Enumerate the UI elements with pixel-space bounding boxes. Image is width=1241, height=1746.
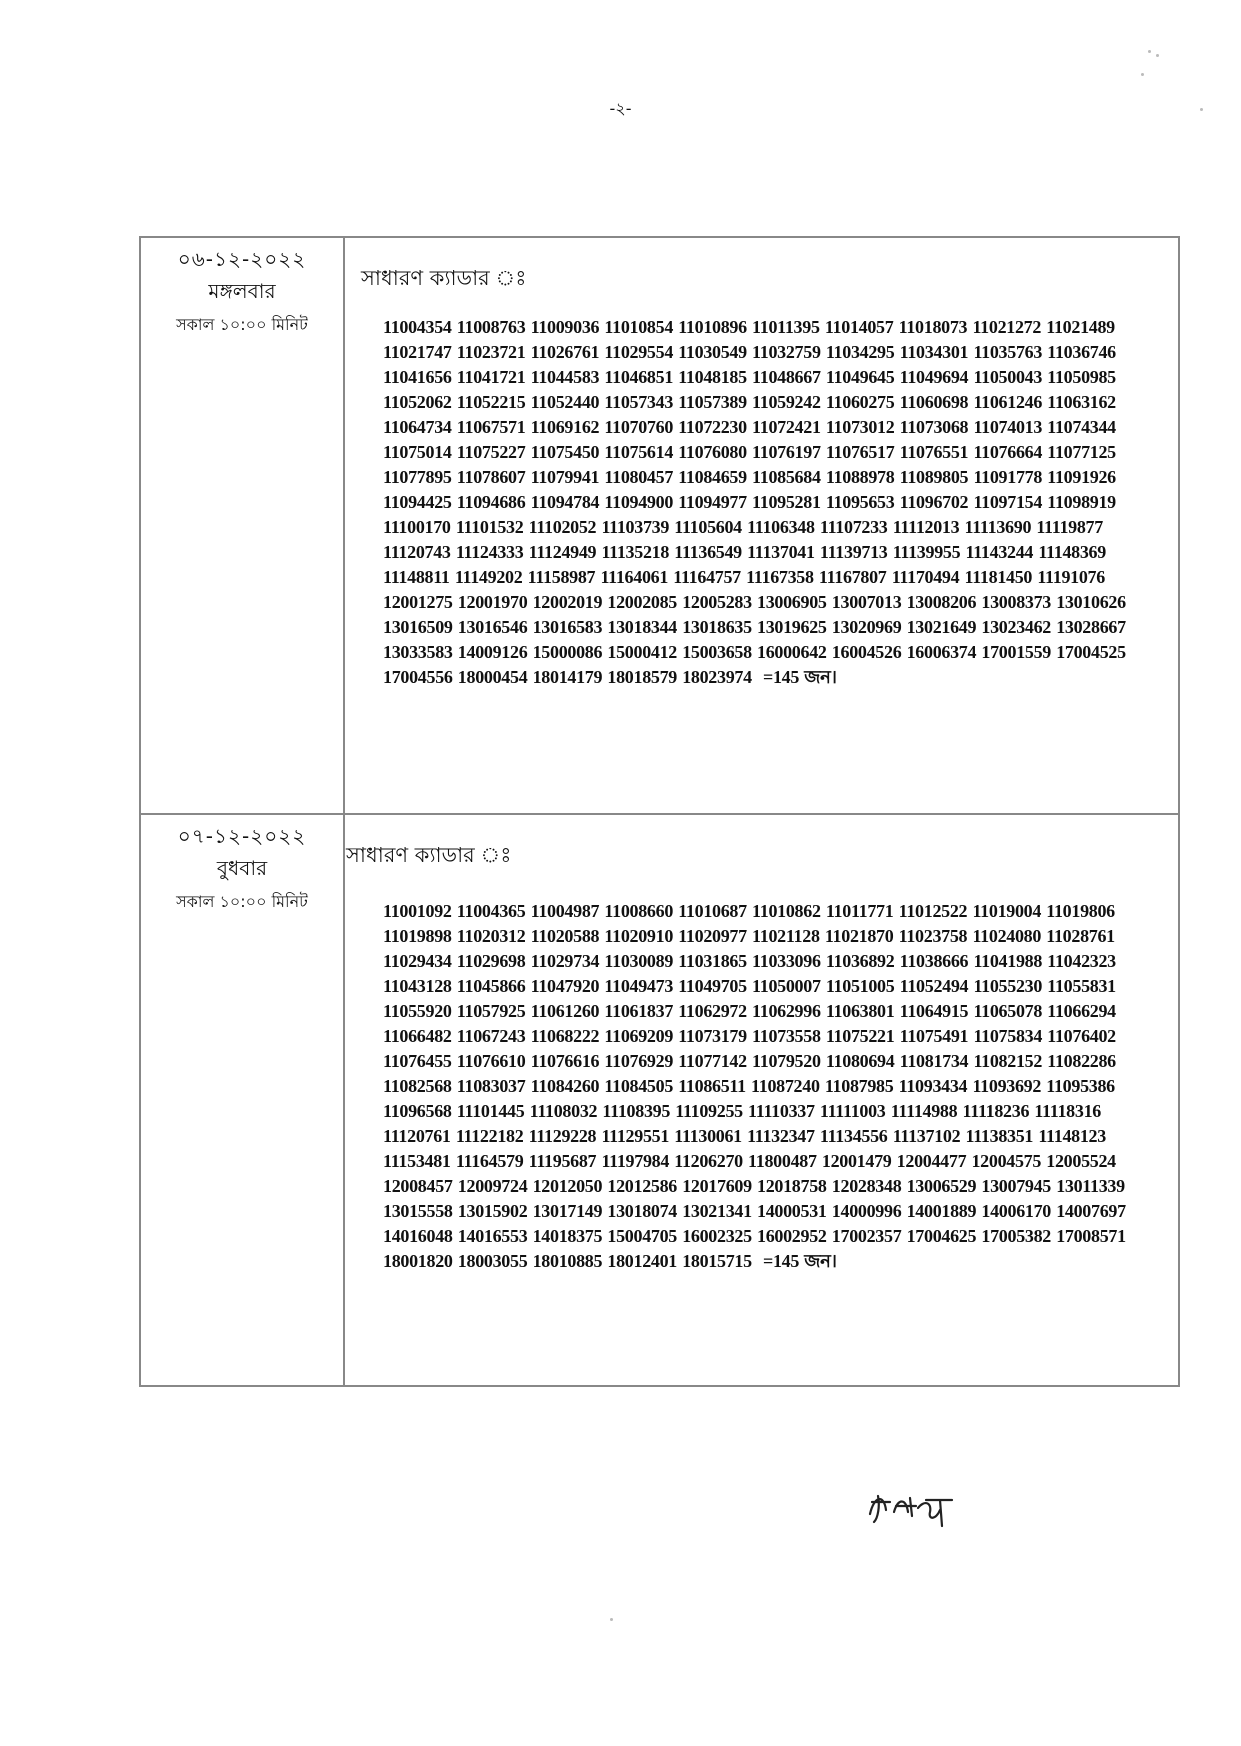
page-number: -২-: [609, 99, 632, 118]
schedule-roll-cell: [345, 238, 1178, 813]
cadre-heading: সাধারণ ক্যাডার ঃ: [361, 266, 527, 290]
handwritten-signature: [866, 1486, 958, 1528]
candidate-total: =145 জন।: [763, 667, 837, 687]
schedule-row-wednesday: [141, 813, 1178, 1385]
roll-numbers: 11004354 11008763 11009036 11010854 11010896 11011395 11014057 11018073 11021272 11021489 11021747 11023721 11026761 11029554 11030549 11032759 11034295 11034301 11035763 11036746 11041656 11041721 11044583 11046851 11048185 11048667 11049645 11049694 11050043 11050985 11052062 11052215 11052440 11057343 11057389 11059242 11060275 11060698 11061246 11063162 11064734 11067571 11069162 11070760 11072230 11072421 11073012 11073068 11074013 11074344 11075014 11075227 11075450 11075614 11076080 11076197 11076517 11076551 11076664 11077125 11077895 11078607 11079941 11080457 11084659 11085684 11088978 11089805 11091778 11091926 11094425 11094686 11094784 11094900 11094977 11095281 11095653 11096702 11097154 11098919 11100170 11101532 11102052 11103739 11105604 11106348 11107233 11112013 11113690 11119877 11120743 11124333 11124949 11135218 11136549 11137041 11139713 11139955 11143244 11148369 11148811 11149202 11158987 11164061 11164757 11167358 11167807 11170494 11181450 11191076 12001275 12001970 12002019 12002085 12005283 13006905 13007013 13008206 13008373 13010626 13016509 13016546 13016583 13018344 13018635 13019625 13020969 13021649 13023462 13028667 13033583 14009126 15000086 15000412 15003658 16000642 16004526 16006374 17001559 17004525 17004556 18000454 18014179 18018579 18023974: [383, 317, 1126, 687]
schedule-date-cell: [141, 238, 345, 813]
scan-dot: [1141, 73, 1144, 76]
scan-dot: [1156, 54, 1159, 57]
scan-dot: [610, 1618, 613, 1621]
candidate-total: =145 জন।: [763, 1251, 837, 1271]
exam-schedule-table: [139, 236, 1180, 1387]
schedule-row-tuesday: [141, 238, 1178, 813]
exam-date: ০৭-১২-২০২২: [177, 824, 307, 848]
exam-weekday: মঙ্গলবার: [208, 279, 276, 303]
roll-numbers: 11001092 11004365 11004987 11008660 11010687 11010862 11011771 11012522 11019004 11019806 11019898 11020312 11020588 11020910 11020977 11021128 11021870 11023758 11024080 11028761 11029434 11029698 11029734 11030089 11031865 11033096 11036892 11038666 11041988 11042323 11043128 11045866 11047920 11049473 11049705 11050007 11051005 11052494 11055230 11055831 11055920 11057925 11061260 11061837 11062972 11062996 11063801 11064915 11065078 11066294 11066482 11067243 11068222 11069209 11073179 11073558 11075221 11075491 11075834 11076402 11076455 11076610 11076616 11076929 11077142 11079520 11080694 11081734 11082152 11082286 11082568 11083037 11084260 11084505 11086511 11087240 11087985 11093434 11093692 11095386 11096568 11101445 11108032 11108395 11109255 11110337 11111003 11114988 11118236 11118316 11120761 11122182 11129228 11129551 11130061 11132347 11134556 11137102 11138351 11148123 11153481 11164579 11195687 11197984 11206270 11800487 12001479 12004477 12004575 12005524 12008457 12009724 12012050 12012586 12017609 12018758 12028348 13006529 13007945 13011339 13015558 13015902 13017149 13018074 13021341 14000531 14000996 14001889 14006170 14007697 14016048 14016553 14018375 15004705 16002325 16002952 17002357 17004625 17005382 17008571 18001820 18003055 18010885 18012401 18015715: [383, 901, 1126, 1271]
exam-time: সকাল ১০:০০ মিনিট: [176, 892, 308, 911]
schedule-date-cell: [141, 815, 345, 1385]
scan-dot: [1200, 108, 1203, 111]
roll-number-list: [383, 315, 1173, 690]
roll-number-list: [383, 899, 1173, 1274]
cadre-heading: সাধারণ ক্যাডার ঃ: [346, 843, 512, 867]
exam-weekday: বুধবার: [216, 856, 268, 880]
exam-date: ০৬-১২-২০২২: [177, 247, 307, 271]
exam-time: সকাল ১০:০০ মিনিট: [176, 315, 308, 334]
schedule-roll-cell: [345, 815, 1178, 1385]
scan-dot: [1148, 50, 1151, 53]
